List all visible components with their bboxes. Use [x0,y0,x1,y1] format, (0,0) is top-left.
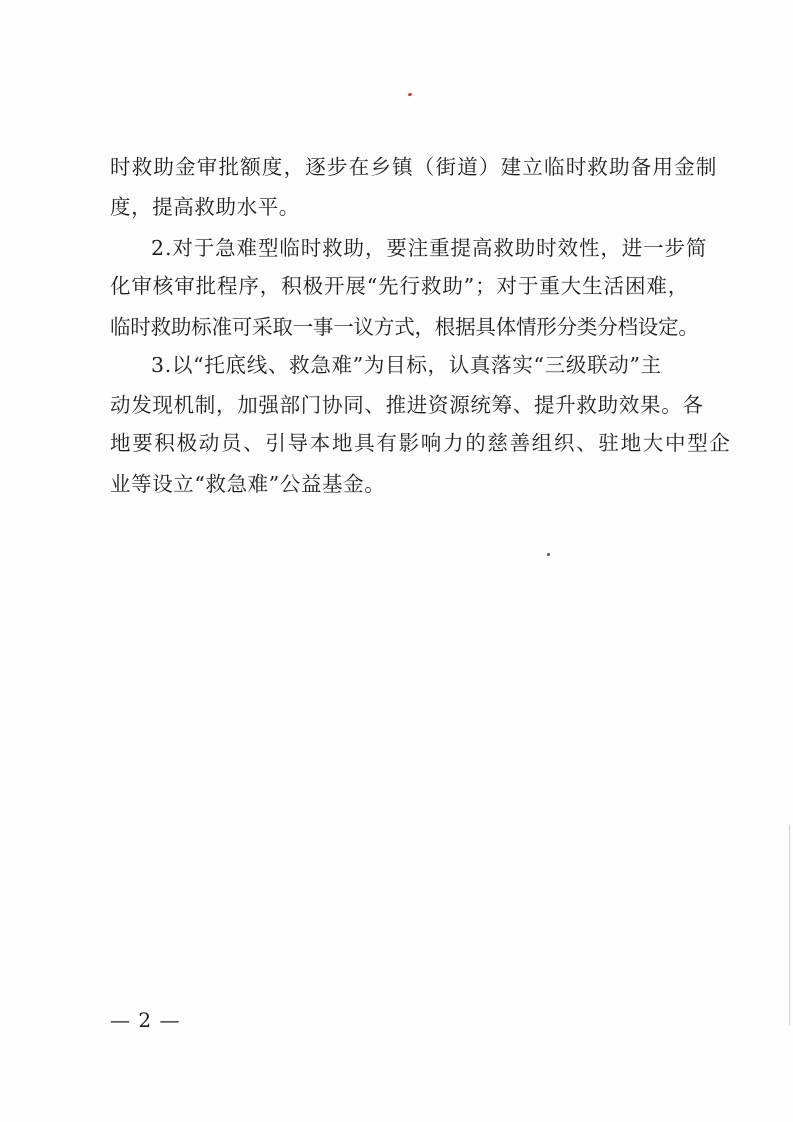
paragraph-line: 时救助金审批额度，逐步在乡镇（街道）建立临时救助备用金制 [110,155,718,179]
paragraph-line: 化审核审批程序，积极开展“先行救助”；对于重大生活困难， [110,274,690,298]
paragraph-line: 业等设立“救急难”公益基金。 [110,472,386,496]
red-ink-speck [408,92,413,96]
paragraph-line: 临时救助标准可采取一事一议方式，根据具体情形分类分档设定。 [110,315,699,339]
page-number: — 2 — [110,1008,181,1032]
paragraph-line: 3.以“托底线、救急难”为目标，认真落实“三级联动”主 [151,353,662,377]
paragraph-line: 地要积极动员、引导本地具有影响力的慈善组织、驻地大中型企 [110,431,732,455]
paragraph-line: 动发现机制，加强部门协同、推进资源统筹、提升救助效果。各 [110,393,704,417]
scan-speck [547,553,550,556]
paragraph-line: 度，提高救助水平。 [110,195,300,219]
scan-edge-mark [789,825,790,1025]
paragraph-line: 2.对于急难型临时救助，要注重提高救助时效性，进一步简 [151,236,708,260]
